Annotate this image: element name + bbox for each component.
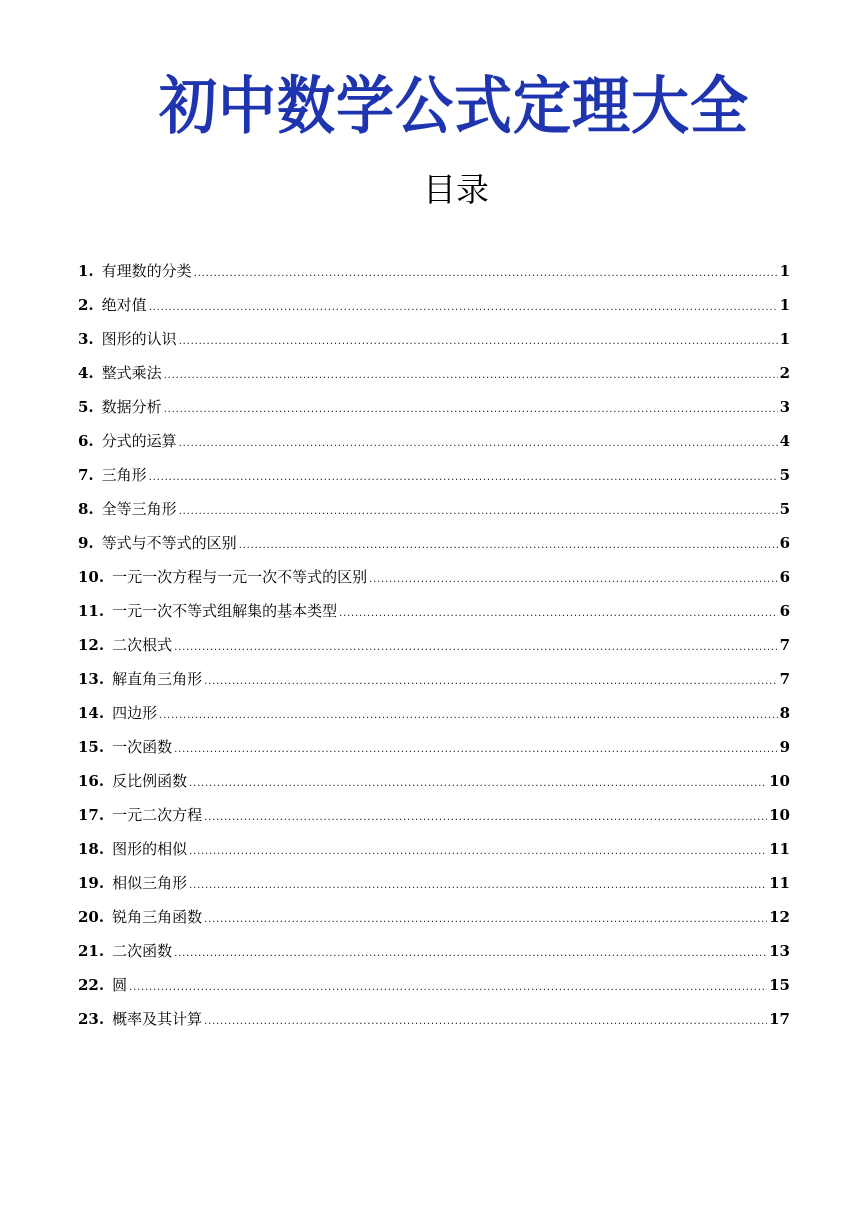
toc-entry-title: 全等三角形	[101, 500, 177, 518]
toc-entry-title: 一元二次方程	[112, 806, 203, 824]
toc-entry[interactable]	[78, 769, 790, 803]
table-of-contents	[78, 259, 790, 1041]
toc-entry-page-number: 4	[779, 432, 790, 450]
toc-dot-leader	[174, 636, 777, 660]
toc-entry-page-number: 10	[769, 772, 790, 790]
toc-entry-page-number: 11	[769, 840, 790, 858]
toc-entry-page-number: 1	[779, 296, 790, 314]
toc-entry[interactable]	[78, 939, 790, 973]
toc-entry-number: 4.	[78, 364, 94, 382]
toc-entry[interactable]	[78, 327, 790, 361]
toc-dot-leader	[194, 262, 778, 286]
toc-dot-leader	[149, 466, 778, 490]
toc-entry-title: 三角形	[101, 466, 147, 484]
toc-entry-title: 图形的相似	[112, 840, 188, 858]
toc-entry-number: 17.	[78, 806, 105, 824]
toc-dot-leader	[174, 942, 767, 966]
toc-entry-page-number: 11	[769, 874, 790, 892]
toc-entry-page-number: 6	[779, 568, 790, 586]
toc-dot-leader	[239, 534, 778, 558]
toc-entry[interactable]	[78, 735, 790, 769]
toc-entry[interactable]	[78, 803, 790, 837]
toc-entry-number: 21.	[78, 942, 105, 960]
toc-entry-number: 22.	[78, 976, 105, 994]
toc-entry-title: 数据分析	[101, 398, 162, 416]
toc-entry-number: 10.	[78, 568, 105, 586]
toc-entry-number: 1.	[78, 262, 94, 280]
toc-entry-page-number: 9	[779, 738, 790, 756]
toc-entry-page-number: 2	[779, 364, 790, 382]
toc-entry-page-number: 1	[779, 262, 790, 280]
toc-entry-title: 一元一次不等式组解集的基本类型	[112, 602, 338, 620]
toc-entry-number: 7.	[78, 466, 94, 484]
toc-entry-title: 圆	[112, 976, 128, 994]
toc-dot-leader	[204, 670, 777, 694]
toc-entry[interactable]	[78, 497, 790, 531]
toc-entry-number: 2.	[78, 296, 94, 314]
toc-entry-page-number: 15	[769, 976, 790, 994]
toc-dot-leader	[164, 364, 778, 388]
toc-dot-leader	[204, 908, 767, 932]
toc-entry-number: 8.	[78, 500, 94, 518]
toc-entry-title: 有理数的分类	[101, 262, 192, 280]
toc-entry-number: 19.	[78, 874, 105, 892]
document-title: 初中数学公式定理大全	[158, 69, 749, 143]
toc-entry[interactable]	[78, 293, 790, 327]
toc-entry-title: 二次函数	[112, 942, 173, 960]
toc-entry-page-number: 13	[769, 942, 790, 960]
toc-entry[interactable]	[78, 463, 790, 497]
toc-entry-title: 等式与不等式的区别	[101, 534, 237, 552]
toc-entry-number: 12.	[78, 636, 105, 654]
toc-entry[interactable]	[78, 973, 790, 1007]
toc-entry-number: 16.	[78, 772, 105, 790]
toc-entry[interactable]	[78, 905, 790, 939]
toc-entry[interactable]	[78, 395, 790, 429]
toc-entry-page-number: 7	[779, 670, 790, 688]
toc-entry-title: 一次函数	[112, 738, 173, 756]
toc-dot-leader	[179, 330, 778, 354]
toc-entry-number: 5.	[78, 398, 94, 416]
toc-entry-number: 14.	[78, 704, 105, 722]
toc-dot-leader	[174, 738, 777, 762]
toc-dot-leader	[189, 840, 767, 864]
toc-entry[interactable]	[78, 837, 790, 871]
toc-entry-page-number: 6	[779, 534, 790, 552]
toc-entry[interactable]	[78, 871, 790, 905]
toc-entry-page-number: 1	[779, 330, 790, 348]
toc-dot-leader	[159, 704, 777, 728]
toc-entry-page-number: 17	[769, 1010, 790, 1028]
toc-entry-number: 15.	[78, 738, 105, 756]
toc-entry-title: 相似三角形	[112, 874, 188, 892]
toc-entry[interactable]	[78, 1007, 790, 1041]
toc-entry[interactable]	[78, 259, 790, 293]
toc-entry-title: 绝对值	[101, 296, 147, 314]
toc-dot-leader	[204, 1010, 767, 1034]
toc-entry-title: 解直角三角形	[112, 670, 203, 688]
toc-entry-page-number: 8	[779, 704, 790, 722]
toc-entry-title: 锐角三角函数	[112, 908, 203, 926]
toc-entry-page-number: 5	[779, 500, 790, 518]
toc-entry[interactable]	[78, 531, 790, 565]
toc-dot-leader	[164, 398, 778, 422]
toc-entry-title: 一元一次方程与一元一次不等式的区别	[112, 568, 368, 586]
toc-entry[interactable]	[78, 565, 790, 599]
toc-entry-number: 23.	[78, 1010, 105, 1028]
toc-entry-number: 6.	[78, 432, 94, 450]
toc-entry-title: 反比例函数	[112, 772, 188, 790]
toc-entry-number: 11.	[78, 602, 105, 620]
toc-entry-page-number: 10	[769, 806, 790, 824]
toc-entry-title: 图形的认识	[101, 330, 177, 348]
toc-entry-page-number: 5	[779, 466, 790, 484]
toc-entry-title: 二次根式	[112, 636, 173, 654]
toc-dot-leader	[179, 432, 778, 456]
toc-entry-page-number: 6	[779, 602, 790, 620]
toc-entry[interactable]	[78, 701, 790, 735]
toc-entry-title: 四边形	[112, 704, 158, 722]
toc-dot-leader	[189, 874, 767, 898]
toc-entry-page-number: 7	[779, 636, 790, 654]
toc-entry[interactable]	[78, 429, 790, 463]
toc-entry-title: 整式乘法	[101, 364, 162, 382]
toc-entry[interactable]	[78, 599, 790, 633]
toc-dot-leader	[129, 976, 767, 1000]
toc-entry-number: 18.	[78, 840, 105, 858]
toc-dot-leader	[179, 500, 778, 524]
toc-entry[interactable]	[78, 361, 790, 395]
toc-entry-number: 3.	[78, 330, 94, 348]
toc-entry-page-number: 3	[779, 398, 790, 416]
toc-entry[interactable]	[78, 667, 790, 701]
toc-dot-leader	[339, 602, 777, 626]
toc-dot-leader	[149, 296, 778, 320]
toc-entry-number: 13.	[78, 670, 105, 688]
toc-heading: 目录	[423, 170, 489, 209]
toc-entry-number: 9.	[78, 534, 94, 552]
toc-dot-leader	[204, 806, 767, 830]
toc-entry-title: 概率及其计算	[112, 1010, 203, 1028]
toc-entry-title: 分式的运算	[101, 432, 177, 450]
toc-entry-number: 20.	[78, 908, 105, 926]
toc-dot-leader	[189, 772, 767, 796]
toc-dot-leader	[369, 568, 777, 592]
toc-entry-page-number: 12	[769, 908, 790, 926]
toc-entry[interactable]	[78, 633, 790, 667]
